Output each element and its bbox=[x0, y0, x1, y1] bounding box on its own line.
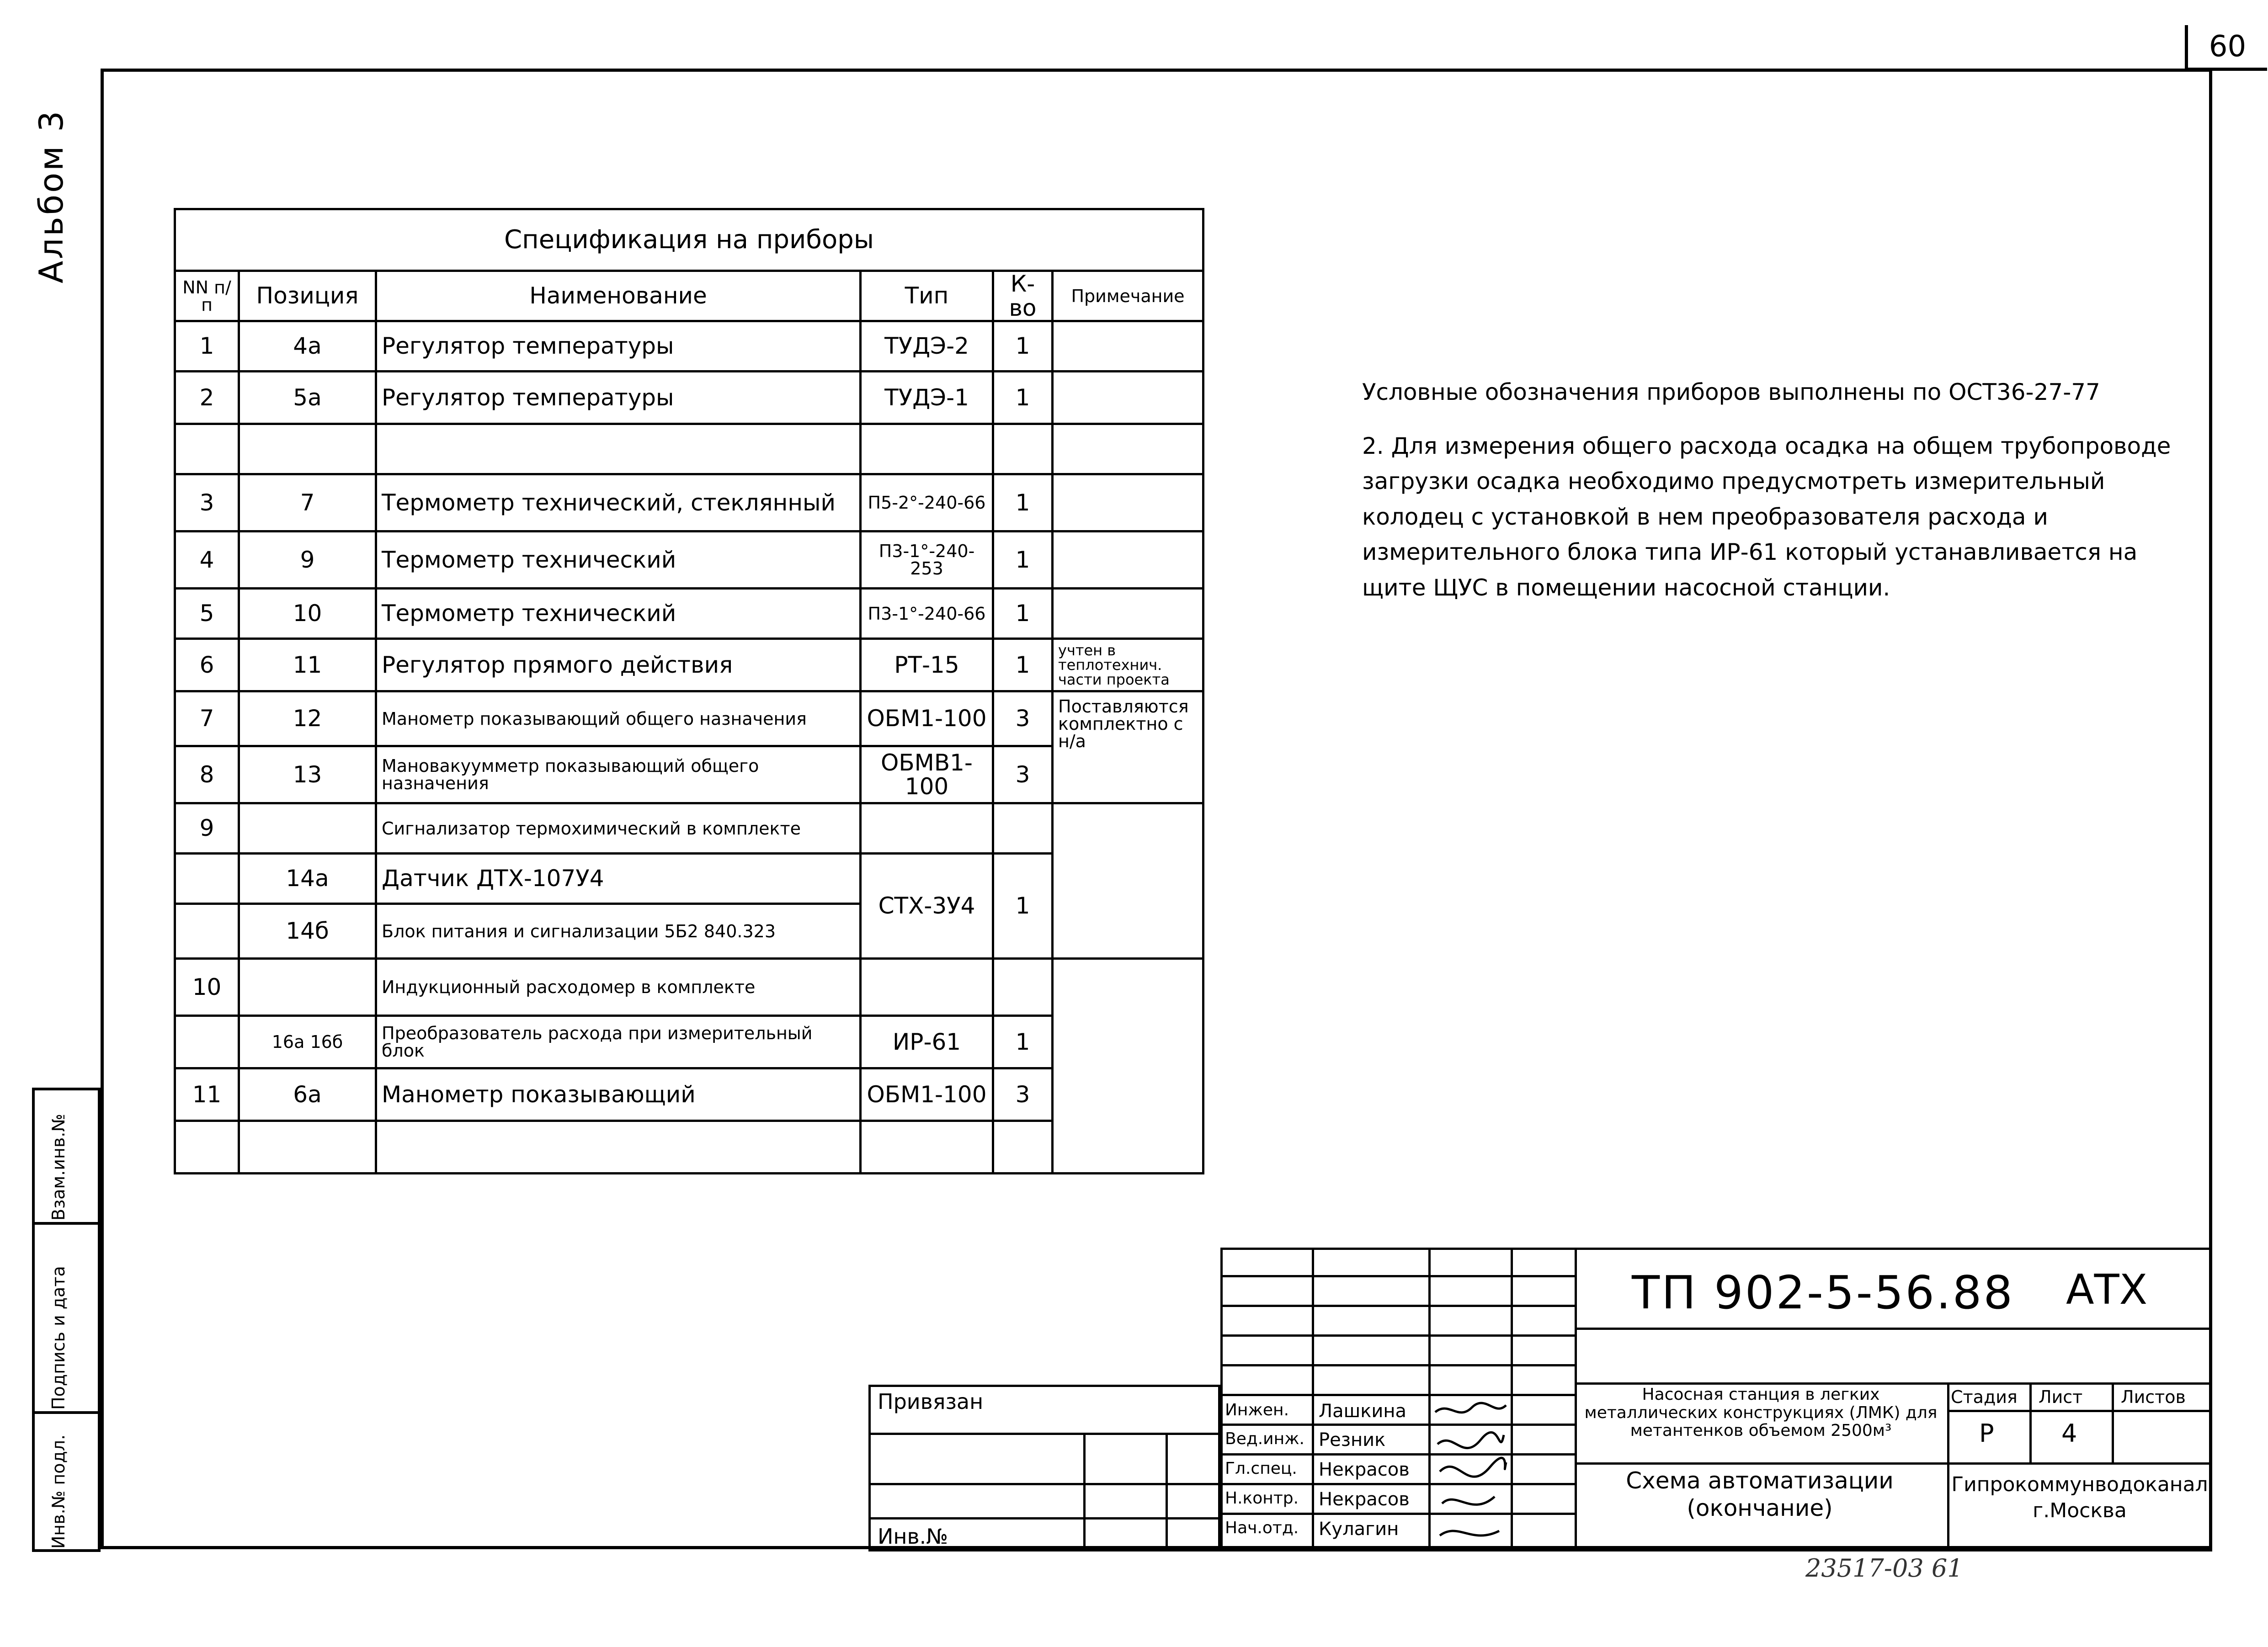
notes-block bbox=[1362, 375, 2185, 606]
cell-type: П3-1°-240-66 bbox=[861, 589, 993, 639]
cell-name: Термометр технический, стеклянный bbox=[376, 474, 861, 531]
stamp-line bbox=[1220, 1305, 1577, 1307]
table-row bbox=[175, 321, 1203, 372]
table-row bbox=[175, 1016, 1203, 1068]
header-qty: К-во bbox=[993, 271, 1053, 321]
note-1: Условные обозначения приборов выполнены по ОСТ36-27-77 bbox=[1362, 379, 2100, 405]
cell-qty: 1 bbox=[993, 474, 1053, 531]
cell-type bbox=[861, 1121, 993, 1174]
header-name: Наименование bbox=[376, 271, 861, 321]
cell-note: учтен в теплотехнич. части проекта bbox=[1053, 639, 1203, 691]
cell-qty: 1 bbox=[993, 321, 1053, 372]
cell-no: 4 bbox=[175, 531, 239, 589]
cell-type bbox=[861, 959, 993, 1016]
cell-qty: 1 bbox=[993, 854, 1053, 959]
cell-no: 6 bbox=[175, 639, 239, 691]
stage-value: Р bbox=[1979, 1419, 1994, 1448]
cell-qty: 1 bbox=[993, 531, 1053, 589]
cell-no: 8 bbox=[175, 746, 239, 803]
cell-note bbox=[1053, 474, 1203, 531]
cell-note bbox=[1053, 589, 1203, 639]
table-row bbox=[175, 1068, 1203, 1121]
stage-label: Стадия bbox=[1951, 1387, 2018, 1407]
cell-qty bbox=[993, 959, 1053, 1016]
role-1: Инжен. bbox=[1225, 1401, 1289, 1419]
name-2: Резник bbox=[1319, 1429, 1386, 1450]
stamp-vline bbox=[1312, 1248, 1314, 1551]
doc-code: ТП 902-5-56.88 bbox=[1632, 1266, 2015, 1319]
cell-name: Датчик ДТХ-107У4 bbox=[376, 854, 861, 904]
cell-pos bbox=[239, 1121, 376, 1174]
stamp-vline bbox=[1166, 1433, 1168, 1551]
cell-name: Сигнализатор термохимический в комплекте bbox=[376, 803, 861, 854]
sheet-value: 4 bbox=[2061, 1419, 2077, 1448]
stamp-vline bbox=[2029, 1382, 2032, 1462]
cell-note bbox=[1053, 959, 1203, 1174]
cell-note bbox=[1053, 424, 1203, 474]
spec-table bbox=[174, 208, 1204, 1174]
stamp-vline bbox=[1083, 1433, 1086, 1551]
cell-type: ТУДЭ-1 bbox=[861, 372, 993, 424]
cell-pos: 7 bbox=[239, 474, 376, 531]
table-row bbox=[175, 959, 1203, 1016]
sheet-label: Лист bbox=[2039, 1387, 2083, 1407]
cell-name: Преобразователь расхода при измерительный блок bbox=[376, 1016, 861, 1068]
cell-no bbox=[175, 854, 239, 904]
cell-pos: 5а bbox=[239, 372, 376, 424]
name-4: Некрасов bbox=[1319, 1489, 1410, 1510]
cell-pos: 11 bbox=[239, 639, 376, 691]
side-stamp-inv bbox=[32, 1411, 101, 1552]
cell-no: 1 bbox=[175, 321, 239, 372]
stamp-line bbox=[1220, 1394, 1577, 1396]
sheets-label: Листов bbox=[2121, 1387, 2186, 1407]
cell-name: Регулятор температуры bbox=[376, 321, 861, 372]
cell-name: Термометр технический bbox=[376, 531, 861, 589]
spec-header-row bbox=[175, 271, 1203, 321]
cell-type bbox=[861, 803, 993, 854]
header-pos: Позиция bbox=[239, 271, 376, 321]
cell-no bbox=[175, 1016, 239, 1068]
cell-pos: 13 bbox=[239, 746, 376, 803]
stamp-line bbox=[1575, 1382, 2212, 1385]
cell-name: Термометр технический bbox=[376, 589, 861, 639]
cell-type: СТХ-3У4 bbox=[861, 854, 993, 959]
cell-pos: 14а bbox=[239, 854, 376, 904]
cell-name bbox=[376, 1121, 861, 1174]
cell-no: 9 bbox=[175, 803, 239, 854]
cell-type: ОБМ1-100 bbox=[861, 1068, 993, 1121]
table-row bbox=[175, 639, 1203, 691]
name-1: Лашкина bbox=[1319, 1401, 1407, 1422]
cell-no: 3 bbox=[175, 474, 239, 531]
side-stamp-podpis bbox=[32, 1222, 101, 1414]
cell-qty: 1 bbox=[993, 639, 1053, 691]
cell-name: Манометр показывающий bbox=[376, 1068, 861, 1121]
table-row bbox=[175, 372, 1203, 424]
cell-qty bbox=[993, 803, 1053, 854]
organization: Гипрокоммунводоканал г.Москва bbox=[1951, 1473, 2208, 1523]
cell-type: ТУДЭ-2 bbox=[861, 321, 993, 372]
cell-qty bbox=[993, 424, 1053, 474]
stamp-line bbox=[1220, 1483, 1577, 1485]
cell-no bbox=[175, 1121, 239, 1174]
note-2: 2. Для измерения общего расхода осадка на общем трубопроводе загрузки осадка необходимо предусмотреть измерительный колодец с установкой в нем преобразователя расхода и измерительного блока типа ИР-61 который устанавливается на щите ЩУС в помещении насосной станции. bbox=[1362, 432, 2171, 601]
cell-note bbox=[1053, 803, 1203, 959]
stamp-vline bbox=[2112, 1382, 2114, 1462]
cell-type: ИР-61 bbox=[861, 1016, 993, 1068]
header-no: NN п/п bbox=[175, 271, 239, 321]
stamp-vline bbox=[1511, 1248, 1513, 1551]
name-3: Некрасов bbox=[1319, 1459, 1410, 1480]
cell-pos: 4а bbox=[239, 321, 376, 372]
bottom-number: 23517-03 61 bbox=[1805, 1554, 1963, 1583]
cell-name: Блок питания и сигнализации 5Б2 840.323 bbox=[376, 904, 861, 959]
stamp-line bbox=[1220, 1364, 1577, 1366]
privyazan-label: Привязан bbox=[878, 1389, 984, 1414]
cell-name: Манометр показывающий общего назначения bbox=[376, 691, 861, 746]
cell-no bbox=[175, 904, 239, 959]
cell-type: ОБМ1-100 bbox=[861, 691, 993, 746]
cell-no: 2 bbox=[175, 372, 239, 424]
header-note: Примечание bbox=[1053, 271, 1203, 321]
album-label: Альбом 3 bbox=[32, 109, 70, 283]
cell-type: ОБМВ1-100 bbox=[861, 746, 993, 803]
cell-pos bbox=[239, 803, 376, 854]
cell-name: Индукционный расходомер в комплекте bbox=[376, 959, 861, 1016]
cell-no: 11 bbox=[175, 1068, 239, 1121]
cell-type: П5-2°-240-66 bbox=[861, 474, 993, 531]
cell-note bbox=[1053, 321, 1203, 372]
table-row bbox=[175, 424, 1203, 474]
drawing-title: Схема автоматизации (окончание) bbox=[1626, 1467, 1894, 1521]
signatures-drawing bbox=[1431, 1398, 1511, 1549]
cell-name: Регулятор температуры bbox=[376, 372, 861, 424]
side-podpis-data: Подпись и дата bbox=[48, 1266, 69, 1410]
cell-pos: 10 bbox=[239, 589, 376, 639]
cell-pos: 9 bbox=[239, 531, 376, 589]
cell-no: 10 bbox=[175, 959, 239, 1016]
name-5: Кулагин bbox=[1319, 1519, 1399, 1540]
cell-type: П3-1°-240-253 bbox=[861, 531, 993, 589]
table-row bbox=[175, 691, 1203, 746]
stamp-line bbox=[1575, 1462, 2212, 1465]
table-row bbox=[175, 474, 1203, 531]
table-row bbox=[175, 746, 1203, 803]
cell-note: Поставляются комплектно с н/а bbox=[1053, 691, 1203, 803]
cell-name: Мановакуумметр показывающий общего назначения bbox=[376, 746, 861, 803]
cell-no: 5 bbox=[175, 589, 239, 639]
stamp-line bbox=[1575, 1328, 2212, 1330]
cell-qty: 1 bbox=[993, 1016, 1053, 1068]
role-3: Гл.спец. bbox=[1225, 1459, 1297, 1478]
cell-type: РТ-15 bbox=[861, 639, 993, 691]
cell-qty: 3 bbox=[993, 691, 1053, 746]
stamp-line bbox=[1947, 1410, 2212, 1412]
cell-note bbox=[1053, 372, 1203, 424]
cell-qty: 1 bbox=[993, 372, 1053, 424]
cell-name: Регулятор прямого действия bbox=[376, 639, 861, 691]
stamp-line bbox=[1220, 1453, 1577, 1456]
table-row bbox=[175, 854, 1203, 904]
table-row bbox=[175, 1121, 1203, 1174]
sheet-number: 60 bbox=[2185, 25, 2267, 71]
cell-type bbox=[861, 424, 993, 474]
header-type: Тип bbox=[861, 271, 993, 321]
role-5: Нач.отд. bbox=[1225, 1519, 1299, 1537]
cell-no bbox=[175, 424, 239, 474]
object-title: Насосная станция в легких металлических конструкциях (ЛМК) для метантенков объемом 2500м³ bbox=[1584, 1385, 1938, 1440]
side-vzam-inv: Взам.инв.№ bbox=[48, 1114, 69, 1221]
cell-pos bbox=[239, 424, 376, 474]
stamp-vline bbox=[1947, 1382, 1949, 1551]
cell-pos bbox=[239, 959, 376, 1016]
stamp-line bbox=[1220, 1513, 1577, 1515]
doc-mark: АТХ bbox=[2066, 1266, 2148, 1314]
table-row bbox=[175, 589, 1203, 639]
cell-pos: 16а 16б bbox=[239, 1016, 376, 1068]
table-row bbox=[175, 803, 1203, 854]
cell-pos: 6а bbox=[239, 1068, 376, 1121]
cell-name bbox=[376, 424, 861, 474]
cell-pos: 14б bbox=[239, 904, 376, 959]
cell-qty: 3 bbox=[993, 1068, 1053, 1121]
cell-pos: 12 bbox=[239, 691, 376, 746]
stamp-line bbox=[1220, 1424, 1577, 1426]
cell-qty: 1 bbox=[993, 589, 1053, 639]
side-stamp-vzam bbox=[32, 1088, 101, 1225]
table-row bbox=[175, 531, 1203, 589]
inv-no-label: Инв.№ bbox=[878, 1524, 948, 1549]
role-4: Н.контр. bbox=[1225, 1489, 1299, 1508]
side-inv-podl: Инв.№ подл. bbox=[48, 1434, 69, 1549]
stamp-line bbox=[1220, 1334, 1577, 1337]
cell-no: 7 bbox=[175, 691, 239, 746]
cell-qty: 3 bbox=[993, 746, 1053, 803]
spec-title: Спецификация на приборы bbox=[175, 209, 1203, 271]
role-2: Вед.инж. bbox=[1225, 1429, 1304, 1448]
cell-qty bbox=[993, 1121, 1053, 1174]
cell-note bbox=[1053, 531, 1203, 589]
stamp-line bbox=[1220, 1275, 1577, 1277]
